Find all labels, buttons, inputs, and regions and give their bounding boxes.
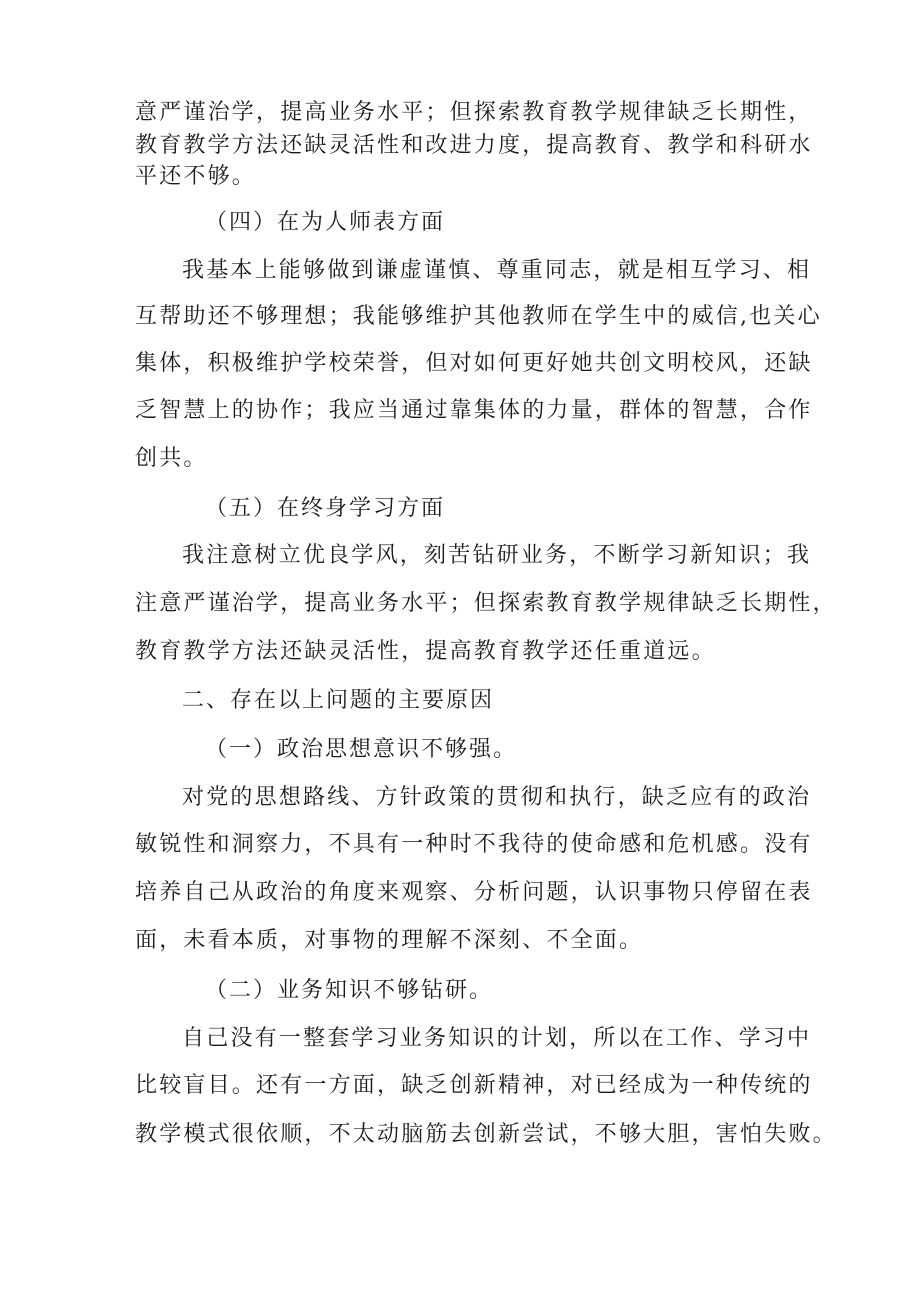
paragraph-line: 教学模式很依顺，不太动脑筋去创新尝试，不够大胆，害怕失败。: [135, 1122, 837, 1147]
paragraph-line: 自己没有一整套学习业务知识的计划，所以在工作、学习中: [182, 1026, 812, 1051]
section-heading: （四）在为人师表方面: [205, 210, 446, 235]
paragraph-line: 教育教学方法还缺灵活性，提高教育教学还任重道远。: [135, 639, 716, 664]
section-title: 二、存在以上问题的主要原因: [182, 688, 495, 713]
paragraph-line: 教育教学方法还缺灵活性和改进力度，提高教育、教学和科研水: [135, 133, 813, 158]
section-heading: （五）在终身学习方面: [205, 496, 446, 521]
paragraph-line: 敏锐性和洞察力，不具有一种时不我待的使命感和危机感。没有: [135, 832, 813, 857]
paragraph-line: 乏智慧上的协作；我应当通过靠集体的力量，群体的智慧，合作: [135, 398, 813, 423]
section-heading: （二）业务知识不够钻研。: [205, 978, 494, 1003]
paragraph-line: 对党的思想路线、方针政策的贯彻和执行，缺乏应有的政治: [182, 785, 812, 810]
paragraph-line: 面，未看本质，对事物的理解不深刻、不全面。: [135, 928, 644, 953]
paragraph-line: 我注意树立优良学风，刻苦钻研业务，不断学习新知识；我: [182, 543, 812, 568]
paragraph-line: 比较盲目。还有一方面，缺乏创新精神，对已经成为一种传统的: [135, 1073, 813, 1098]
paragraph-line: 平还不够。: [135, 164, 257, 189]
paragraph-line: 我基本上能够做到谦虚谨慎、尊重同志，就是相互学习、相: [182, 258, 812, 283]
section-heading: （一）政治思想意识不够强。: [205, 737, 518, 762]
paragraph-line: 培养自己从政治的角度来观察、分析问题，认识事物只停留在表: [135, 880, 813, 905]
paragraph-line: 意严谨治学，提高业务水平；但探索教育教学规律缺乏长期性，: [135, 100, 813, 125]
paragraph-line: 创共。: [135, 446, 208, 471]
paragraph-line: 注意严谨治学，提高业务水平；但探索教育教学规律缺乏长期性，: [135, 591, 837, 616]
paragraph-line: 互帮助还不够理想；我能够维护其他教师在学生中的威信,也关心: [135, 304, 822, 329]
paragraph-line: 集体，积极维护学校荣誉，但对如何更好她共创文明校风，还缺: [135, 351, 813, 376]
